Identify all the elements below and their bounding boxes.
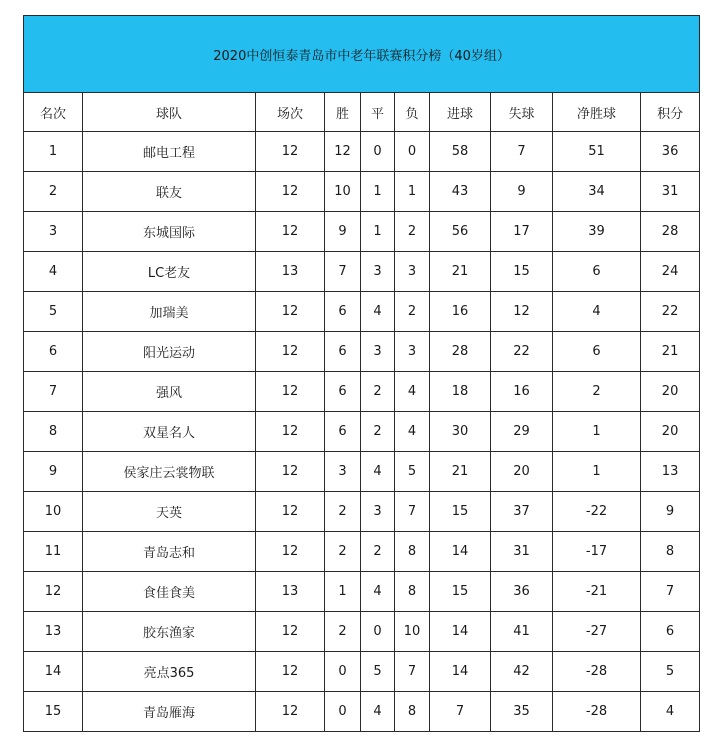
goals-for-cell: 21 [430,252,491,292]
goal-difference-cell: 1 [553,452,641,492]
header-wins: 胜 [325,93,361,132]
draws-cell: 1 [361,172,395,212]
goal-difference-cell: 4 [553,292,641,332]
header-row [24,93,700,132]
goals-for-cell: 14 [430,612,491,652]
wins-cell: 2 [325,612,361,652]
goals-against-cell: 42 [491,652,553,692]
team-cell: 阳光运动 [83,332,256,372]
points-cell: 9 [641,492,700,532]
draws-cell: 2 [361,412,395,452]
table-row [24,692,700,732]
wins-cell: 10 [325,172,361,212]
played-cell: 12 [256,372,325,412]
rank-cell: 2 [24,172,83,212]
wins-cell: 6 [325,292,361,332]
team-cell: 青岛志和 [83,532,256,572]
points-cell: 7 [641,572,700,612]
played-cell: 12 [256,692,325,732]
wins-cell: 2 [325,532,361,572]
table-row [24,172,700,212]
header-goals-for: 进球 [430,93,491,132]
played-cell: 12 [256,212,325,252]
goal-difference-cell: -21 [553,572,641,612]
draws-cell: 1 [361,212,395,252]
table-row [24,572,700,612]
wins-cell: 0 [325,692,361,732]
table-row [24,332,700,372]
points-cell: 13 [641,452,700,492]
goal-difference-cell: 1 [553,412,641,452]
rank-cell: 13 [24,612,83,652]
points-cell: 20 [641,372,700,412]
played-cell: 12 [256,612,325,652]
team-cell: 双星名人 [83,412,256,452]
table-row [24,372,700,412]
goal-difference-cell: 2 [553,372,641,412]
played-cell: 12 [256,292,325,332]
goals-for-cell: 56 [430,212,491,252]
team-cell: 加瑞美 [83,292,256,332]
draws-cell: 5 [361,652,395,692]
goal-difference-cell: -27 [553,612,641,652]
table-row [24,652,700,692]
draws-cell: 4 [361,692,395,732]
goals-against-cell: 36 [491,572,553,612]
played-cell: 12 [256,412,325,452]
goal-difference-cell: 6 [553,332,641,372]
goals-for-cell: 30 [430,412,491,452]
goals-for-cell: 14 [430,532,491,572]
played-cell: 12 [256,132,325,172]
losses-cell: 4 [395,412,430,452]
header-played: 场次 [256,93,325,132]
points-cell: 20 [641,412,700,452]
goal-difference-cell: -22 [553,492,641,532]
standings-table [23,15,700,732]
goal-difference-cell: -28 [553,652,641,692]
draws-cell: 4 [361,572,395,612]
goals-against-cell: 35 [491,692,553,732]
goals-for-cell: 21 [430,452,491,492]
losses-cell: 2 [395,292,430,332]
rank-cell: 3 [24,212,83,252]
header-team: 球队 [83,93,256,132]
losses-cell: 8 [395,692,430,732]
header-points: 积分 [641,93,700,132]
goals-against-cell: 7 [491,132,553,172]
points-cell: 24 [641,252,700,292]
table-row [24,492,700,532]
wins-cell: 6 [325,332,361,372]
goals-for-cell: 15 [430,492,491,532]
rank-cell: 15 [24,692,83,732]
wins-cell: 6 [325,372,361,412]
table-row [24,452,700,492]
rank-cell: 9 [24,452,83,492]
draws-cell: 2 [361,372,395,412]
played-cell: 12 [256,172,325,212]
losses-cell: 2 [395,212,430,252]
losses-cell: 4 [395,372,430,412]
team-cell: 邮电工程 [83,132,256,172]
losses-cell: 0 [395,132,430,172]
table-row [24,612,700,652]
goals-against-cell: 29 [491,412,553,452]
goals-for-cell: 14 [430,652,491,692]
header-rank: 名次 [24,93,83,132]
goal-difference-cell: 51 [553,132,641,172]
points-cell: 28 [641,212,700,252]
goals-against-cell: 20 [491,452,553,492]
draws-cell: 4 [361,292,395,332]
wins-cell: 7 [325,252,361,292]
team-cell: 强风 [83,372,256,412]
rank-cell: 5 [24,292,83,332]
losses-cell: 10 [395,612,430,652]
header-goals-against: 失球 [491,93,553,132]
header-goal-difference: 净胜球 [553,93,641,132]
wins-cell: 2 [325,492,361,532]
goals-against-cell: 22 [491,332,553,372]
goals-for-cell: 43 [430,172,491,212]
played-cell: 13 [256,252,325,292]
draws-cell: 3 [361,492,395,532]
goals-for-cell: 28 [430,332,491,372]
draws-cell: 2 [361,532,395,572]
team-cell: 食佳食美 [83,572,256,612]
draws-cell: 0 [361,132,395,172]
standings-frame [23,15,699,732]
goals-against-cell: 31 [491,532,553,572]
draws-cell: 0 [361,612,395,652]
team-cell: 青岛雁海 [83,692,256,732]
rank-cell: 11 [24,532,83,572]
draws-cell: 4 [361,452,395,492]
goals-against-cell: 37 [491,492,553,532]
draws-cell: 3 [361,252,395,292]
points-cell: 5 [641,652,700,692]
rank-cell: 1 [24,132,83,172]
team-cell: 东城国际 [83,212,256,252]
team-cell: 胶东渔家 [83,612,256,652]
team-cell: LC老友 [83,252,256,292]
rank-cell: 12 [24,572,83,612]
losses-cell: 1 [395,172,430,212]
table-row [24,412,700,452]
wins-cell: 9 [325,212,361,252]
goal-difference-cell: 39 [553,212,641,252]
table-row [24,212,700,252]
table-row [24,132,700,172]
standings-body [24,132,700,732]
goals-for-cell: 18 [430,372,491,412]
goal-difference-cell: -17 [553,532,641,572]
goals-against-cell: 17 [491,212,553,252]
losses-cell: 3 [395,332,430,372]
goals-against-cell: 9 [491,172,553,212]
wins-cell: 12 [325,132,361,172]
points-cell: 31 [641,172,700,212]
losses-cell: 8 [395,572,430,612]
table-row [24,532,700,572]
team-cell: 联友 [83,172,256,212]
losses-cell: 7 [395,492,430,532]
losses-cell: 5 [395,452,430,492]
team-cell: 侯家庄云裳物联 [83,452,256,492]
rank-cell: 7 [24,372,83,412]
table-row [24,252,700,292]
table-title: 2020中创恒泰青岛市中老年联赛积分榜（40岁组） [24,16,700,93]
goals-for-cell: 58 [430,132,491,172]
played-cell: 12 [256,332,325,372]
goals-for-cell: 16 [430,292,491,332]
played-cell: 12 [256,532,325,572]
rank-cell: 10 [24,492,83,532]
header-losses: 负 [395,93,430,132]
played-cell: 12 [256,492,325,532]
wins-cell: 1 [325,572,361,612]
goals-against-cell: 12 [491,292,553,332]
goal-difference-cell: 6 [553,252,641,292]
rank-cell: 6 [24,332,83,372]
rank-cell: 14 [24,652,83,692]
points-cell: 36 [641,132,700,172]
rank-cell: 4 [24,252,83,292]
draws-cell: 3 [361,332,395,372]
goal-difference-cell: 34 [553,172,641,212]
team-cell: 天英 [83,492,256,532]
header-draws: 平 [361,93,395,132]
losses-cell: 3 [395,252,430,292]
wins-cell: 0 [325,652,361,692]
wins-cell: 3 [325,452,361,492]
goals-against-cell: 16 [491,372,553,412]
points-cell: 22 [641,292,700,332]
wins-cell: 6 [325,412,361,452]
goal-difference-cell: -28 [553,692,641,732]
played-cell: 12 [256,452,325,492]
goals-against-cell: 41 [491,612,553,652]
table-row [24,292,700,332]
points-cell: 6 [641,612,700,652]
goals-for-cell: 15 [430,572,491,612]
losses-cell: 7 [395,652,430,692]
team-cell: 亮点365 [83,652,256,692]
points-cell: 8 [641,532,700,572]
rank-cell: 8 [24,412,83,452]
goals-for-cell: 7 [430,692,491,732]
points-cell: 4 [641,692,700,732]
goals-against-cell: 15 [491,252,553,292]
played-cell: 13 [256,572,325,612]
points-cell: 21 [641,332,700,372]
losses-cell: 8 [395,532,430,572]
played-cell: 12 [256,652,325,692]
title-row [24,16,700,93]
